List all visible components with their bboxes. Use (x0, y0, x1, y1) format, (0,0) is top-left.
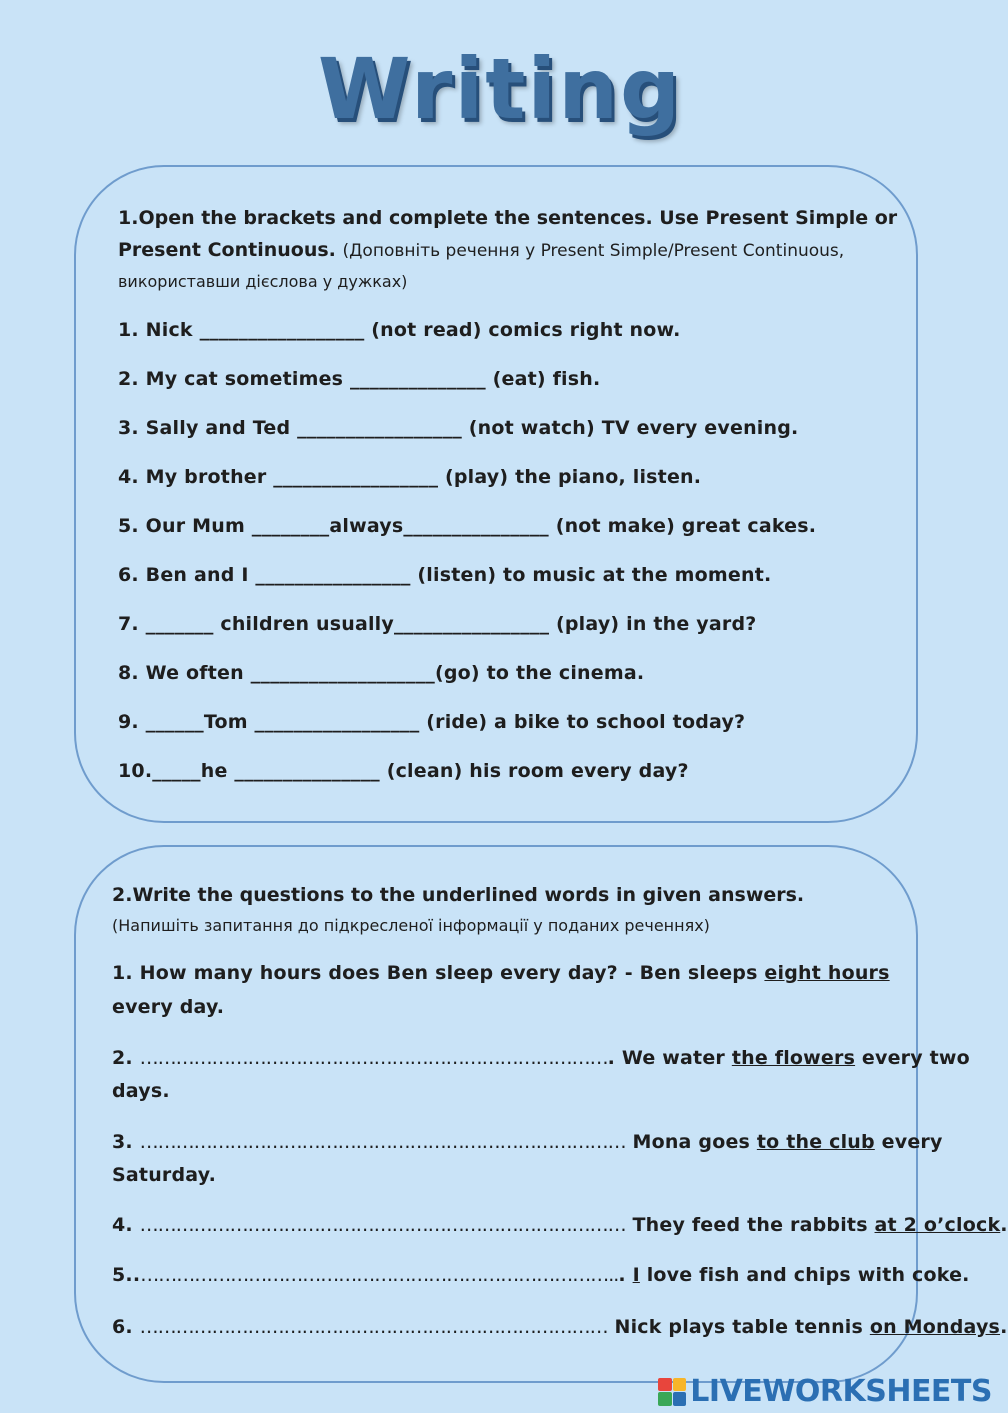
task2-note: (Напишіть запитання до підкресленої інформації у поданих реченнях) (112, 916, 710, 935)
task1-sentence: 7. _______ children usually________________ (play) in the yard? (118, 613, 757, 635)
task2-item (112, 1264, 970, 1286)
item-text: Mona goes (625, 1131, 757, 1153)
underlined-answer: eight hours (764, 962, 890, 984)
item-text: 4. (112, 1214, 140, 1236)
task2-item (112, 1214, 1008, 1236)
item-text: 3. (112, 1131, 140, 1153)
underlined-answer: the flowers (731, 1047, 856, 1069)
task1-heading-line2: Present Continuous. (118, 239, 336, 261)
underlined-answer: to the club (756, 1131, 875, 1153)
item-text: They feed the rabbits (625, 1214, 875, 1236)
task2-item (112, 962, 890, 984)
task2-heading: 2.Write the questions to the underlined words in given answers. (112, 884, 805, 906)
item-text: 5.. (112, 1264, 141, 1286)
liveworksheets-icon (658, 1378, 686, 1406)
underlined-answer: I (632, 1264, 640, 1286)
answer-blank[interactable]: …………………………………………………………………….. (140, 1264, 619, 1286)
item-text: . (618, 1264, 633, 1286)
liveworksheets-logo[interactable] (658, 1374, 992, 1409)
item-text: . (1000, 1316, 1008, 1338)
task2-item (112, 1047, 970, 1069)
item-text: . We water (607, 1047, 732, 1069)
task1-sentence: 9. ______Tom _________________ (ride) a bike to school today? (118, 711, 746, 733)
answer-blank[interactable]: ……………………………………………………………………… (139, 1214, 626, 1236)
task1-sentence: 4. My brother _________________ (play) the piano, listen. (118, 466, 702, 488)
item-text: every (874, 1131, 943, 1153)
answer-blank[interactable]: …………………………………………………………………… (139, 1047, 608, 1069)
answer-blank[interactable]: …………………………………………………………………… (139, 1316, 608, 1338)
item-text: 2. (112, 1047, 140, 1069)
answer-blank[interactable]: ……………………………………………………………………… (139, 1131, 626, 1153)
task1-heading-line1: 1.Open the brackets and complete the sentences. Use Present Simple or (118, 207, 898, 229)
task2-item-line2: days. (112, 1080, 170, 1102)
item-text: . (1000, 1214, 1008, 1236)
task1-sentence: 3. Sally and Ted _________________ (not watch) TV every evening. (118, 417, 799, 439)
underlined-answer: on Mondays (869, 1316, 1001, 1338)
task1-sentence: 2. My cat sometimes ______________ (eat) fish. (118, 368, 601, 390)
item-text: 1. How many hours does Ben sleep every day? - Ben sleeps (112, 962, 765, 984)
task2-item (112, 1131, 943, 1153)
item-text: every two (855, 1047, 970, 1069)
task2-item-line2: every day. (112, 996, 225, 1018)
item-text: 6. (112, 1316, 140, 1338)
task1-sentence: 5. Our Mum ________always_______________ (not make) great cakes. (118, 515, 817, 537)
item-text: Nick plays table tennis (607, 1316, 870, 1338)
task1-note-line2: використавши дієслова у дужках) (118, 272, 408, 291)
task1-sentence: 10._____he _______________ (clean) his room every day? (118, 760, 689, 782)
item-text: love fish and chips with coke. (639, 1264, 970, 1286)
task1-sentence: 1. Nick _________________ (not read) comics right now. (118, 319, 681, 341)
task2-item (112, 1316, 1007, 1338)
task1-heading (118, 202, 897, 267)
task1-note: (Доповніть речення у Present Simple/Present Continuous, (342, 241, 845, 261)
watermark-text: LIVEWORKSHEETS (690, 1374, 992, 1409)
task1-sentence: 8. We often ___________________(go) to the cinema. (118, 662, 645, 684)
task1-sentence: 6. Ben and I ________________ (listen) to music at the moment. (118, 564, 772, 586)
page-title: Writing (317, 40, 683, 138)
task2-item-line2: Saturday. (112, 1164, 216, 1186)
underlined-answer: at 2 o’clock (874, 1214, 1001, 1236)
